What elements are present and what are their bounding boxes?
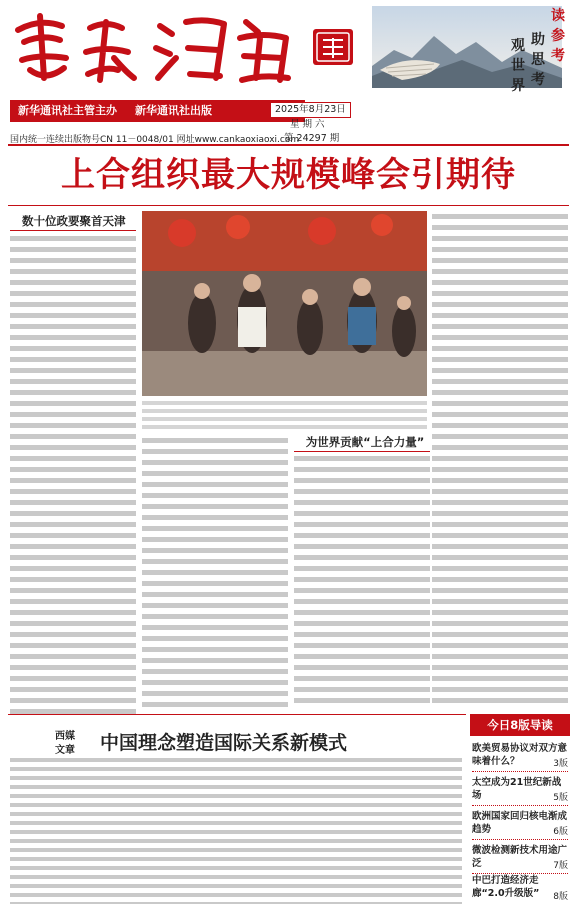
lead-subhead: 数十位政要聚首天津 [22,214,126,228]
lead-body-column-2 [142,438,288,708]
issue-date: 2025年8月23日 [270,102,351,118]
agency-sponsor: 新华通讯社主管主办 [18,104,117,117]
issue-number: 第 24297 期 [284,133,340,144]
section-title: 为世界贡献“上合力量” [305,435,425,449]
column-label: 西媒 文章 [55,731,75,756]
masthead [0,0,577,145]
lead-photo [142,211,427,396]
lead-body-column-1 [10,236,136,718]
index-item[interactable]: 太空成为21世纪新战场 5版 [472,774,568,806]
slogan-column-2: 助思考 [531,32,545,88]
headline-rule [8,205,569,206]
index-item[interactable]: 欧美贸易协议对双方意味着什么？ 3版 [472,740,568,772]
subhead-rule [10,230,136,231]
index-item[interactable]: 中巴打造经济走廊“2.0升级版” 8版 [472,875,568,902]
article2-headline: 中国理念塑造国际关系新模式 [100,732,348,754]
red-seal-icon [312,28,354,66]
index-item[interactable]: 欧洲国家回归核电渐成趋势 6版 [472,808,568,840]
index-title: 今日8版导读 [470,714,570,736]
slogan [510,6,566,94]
publication-number: 国内统一连续出版物号CN 11－0048/01 网址www.cankaoxiaoxi.com [10,135,300,145]
slogan-column-3: 读参考 [551,8,565,64]
slogan-column-1: 观世界 [511,38,525,94]
agency-banner [10,100,305,122]
index-item[interactable]: 微波检测新技术用途广泛 7版 [472,842,568,874]
today-index [470,714,570,904]
issue-weekday: 星 期 六 [290,119,325,130]
article2-rule [8,714,466,715]
newspaper-logo [10,8,300,88]
article2-body [10,758,462,904]
lead-body-column-4 [432,214,568,708]
photo-caption [142,401,427,433]
masthead-rule [8,144,569,146]
lead-body-column-3 [294,456,430,708]
lead-headline: 上合组织最大规模峰会引期待 [61,155,516,195]
section-rule [294,451,430,452]
agency-publisher: 新华通讯社出版 [135,104,212,117]
